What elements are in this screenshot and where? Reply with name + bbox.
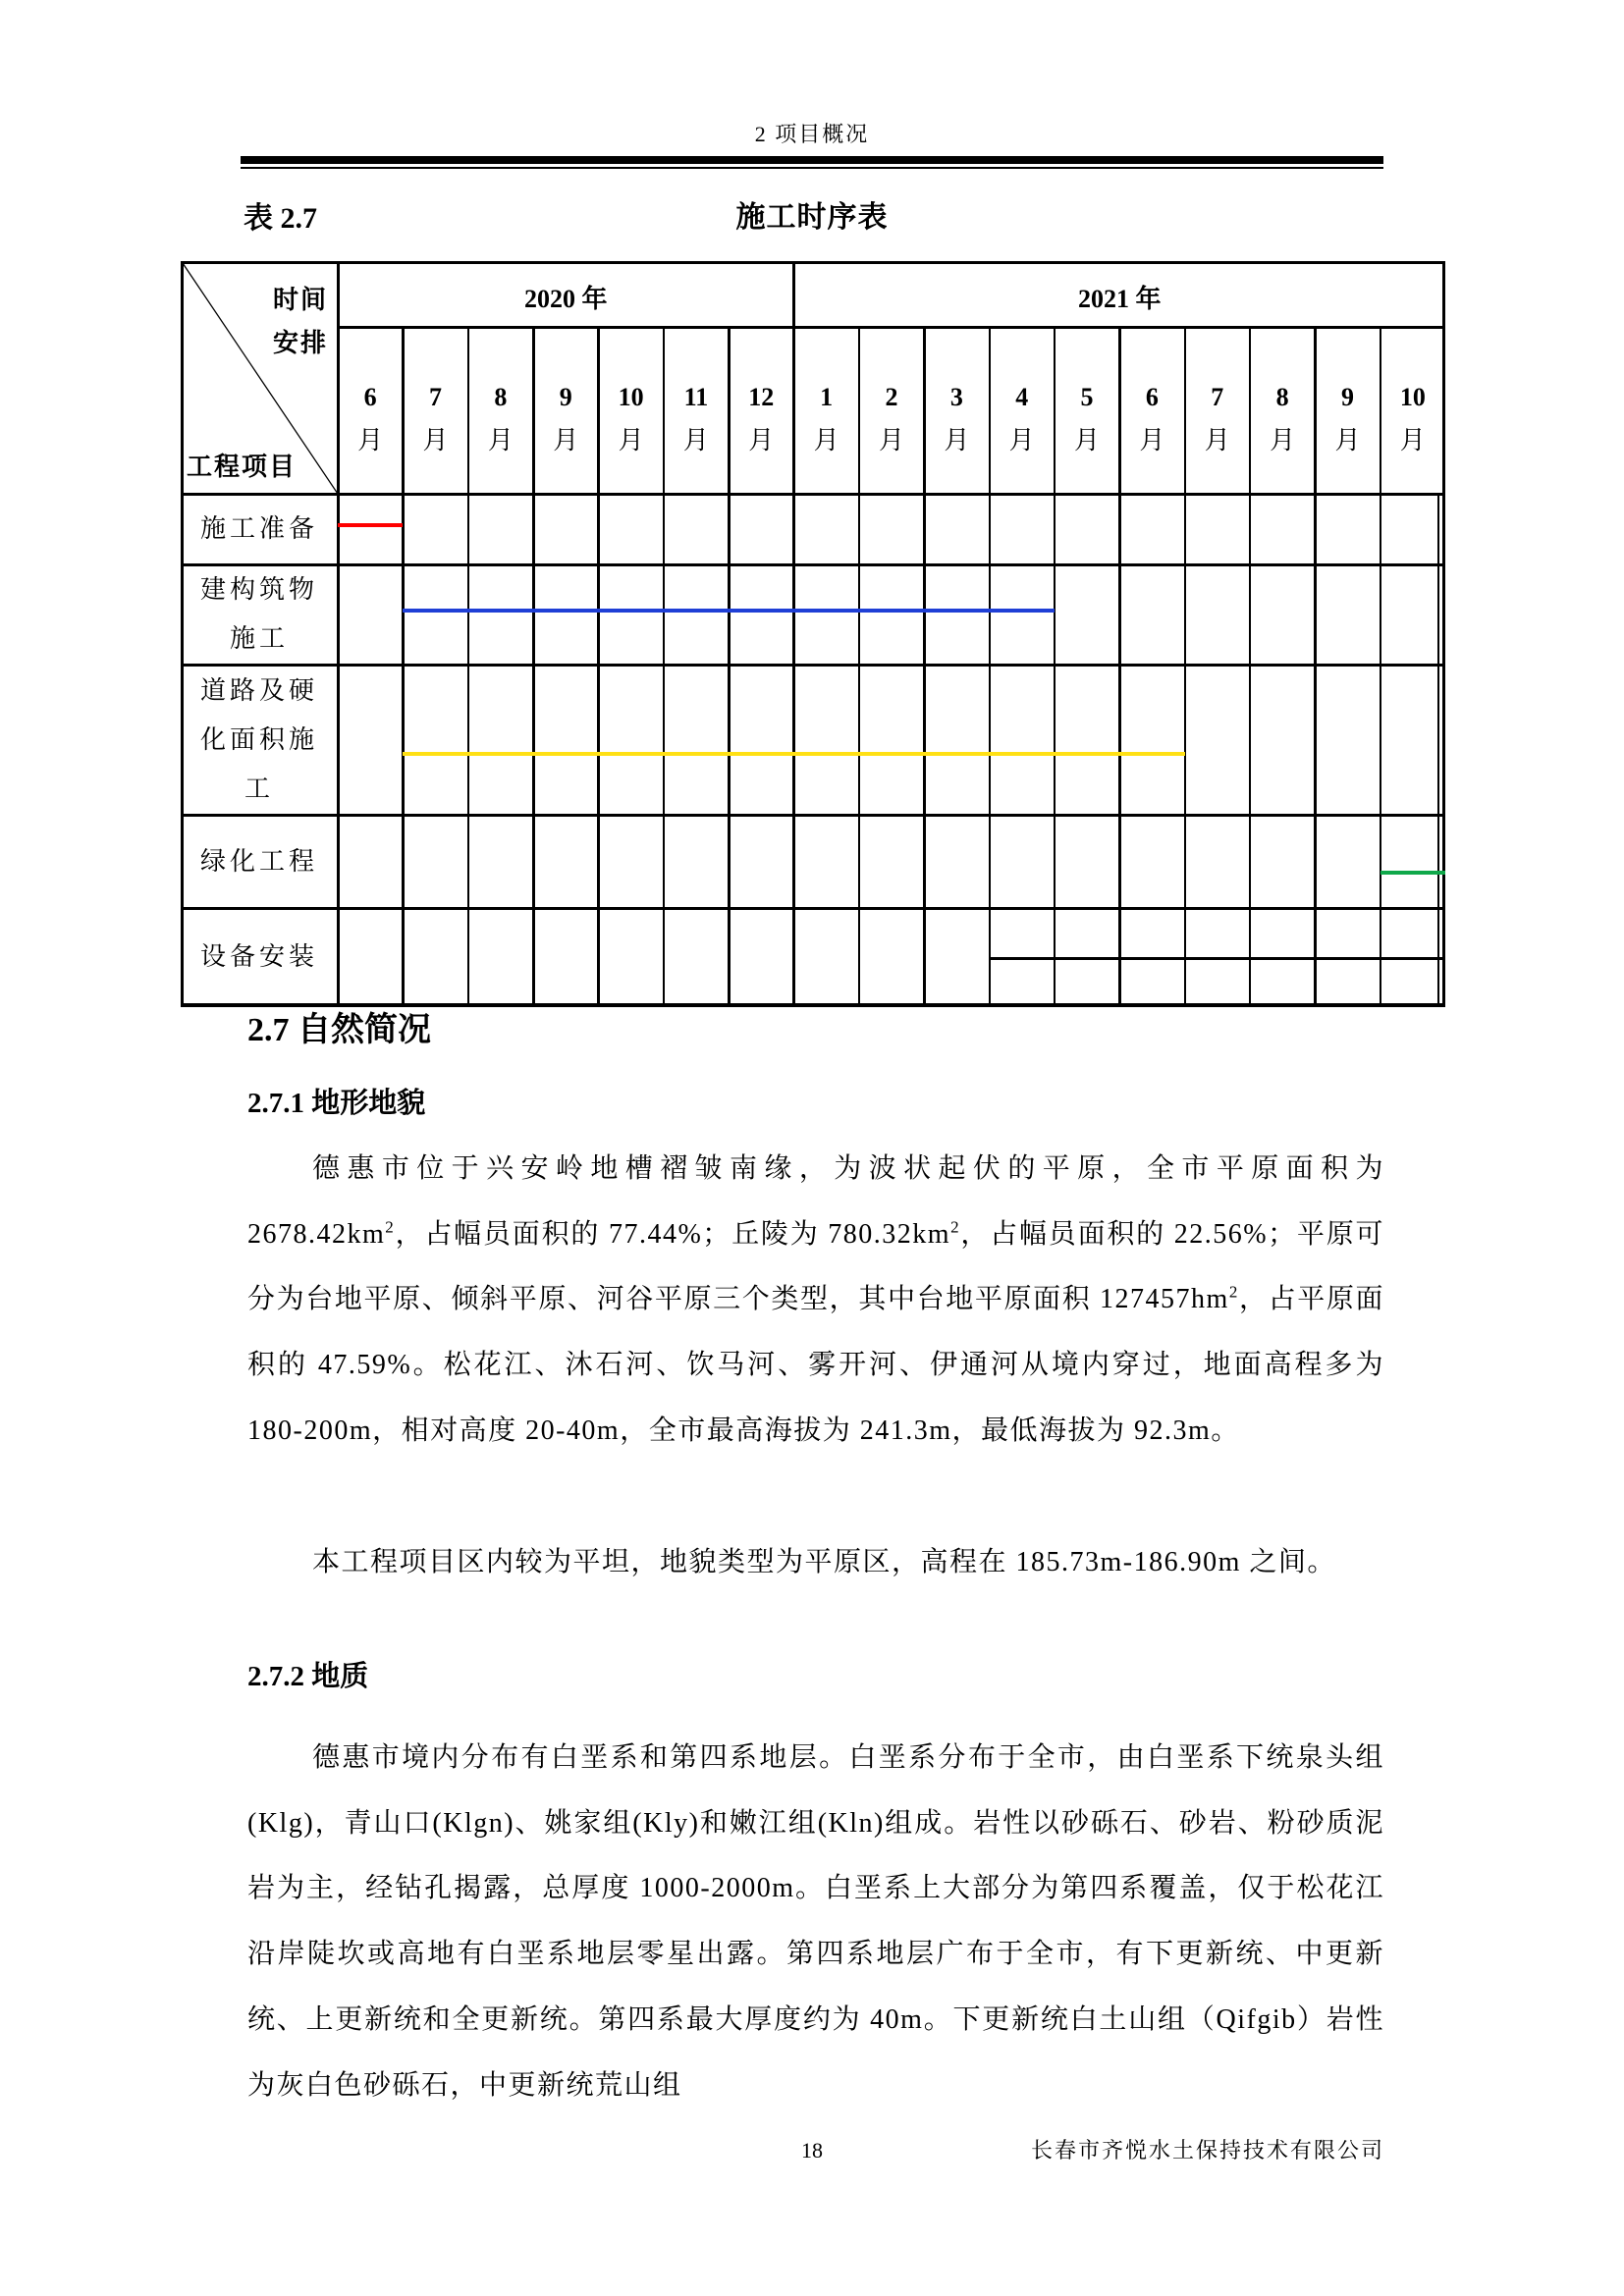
row-label <box>181 667 338 814</box>
row-label-line: 设备安装 <box>199 942 318 971</box>
table-border-top <box>181 261 1445 264</box>
corner-header-time <box>181 261 328 365</box>
month-number-6: 12 <box>748 383 775 411</box>
month-number-4: 10 <box>618 383 644 411</box>
table-border-right-inner <box>1437 494 1439 1006</box>
row-label-line: 工 <box>244 774 274 803</box>
row-label-line: 化面积施 <box>199 724 318 754</box>
month-label-0: 月 <box>357 426 384 454</box>
row-divider <box>181 563 1445 566</box>
corner-arrangement-label: 安排 <box>272 329 328 357</box>
row-label-line: 道路及硬 <box>199 675 318 705</box>
month-label-7: 月 <box>813 426 839 454</box>
row-label <box>181 933 338 982</box>
month-label-16: 月 <box>1399 426 1426 454</box>
row-label-line: 建构筑物 <box>199 575 318 604</box>
subsection-heading-terrain: 2.7.1 地形地貌 <box>247 1088 426 1119</box>
month-label-14: 月 <box>1270 426 1296 454</box>
month-number-2: 8 <box>494 383 508 411</box>
year-header-1: 2021 年 <box>1077 285 1162 313</box>
row-label-line: 施工准备 <box>199 514 318 543</box>
footer-company: 长春市齐悦水土保持技术有限公司 <box>1030 2138 1384 2163</box>
month-label-5: 月 <box>682 426 709 454</box>
header-rule-thin <box>241 167 1383 169</box>
month-label-4: 月 <box>618 426 644 454</box>
table-title: 施工时序表 <box>735 201 889 234</box>
row-label <box>181 837 338 886</box>
row-divider <box>181 493 1445 496</box>
row-label-line: 绿化工程 <box>199 846 318 876</box>
gantt-bar <box>1380 871 1445 875</box>
section-heading: 2.7 自然简况 <box>247 1012 431 1048</box>
year-row-divider <box>338 326 1445 329</box>
row-divider <box>181 664 1445 667</box>
equipment-row-split-line <box>990 957 1445 960</box>
month-number-7: 1 <box>820 383 834 411</box>
month-number-13: 7 <box>1211 383 1224 411</box>
row-divider <box>181 814 1445 817</box>
table-number: 表 2.7 <box>244 202 317 235</box>
row-label-line: 施工 <box>229 624 289 653</box>
table-border-right <box>1442 261 1445 1006</box>
header-rule-thick <box>241 156 1383 164</box>
gantt-bar <box>403 609 1055 613</box>
superscript: 2 <box>1228 1283 1239 1303</box>
gantt-bar <box>403 752 1184 756</box>
month-label-3: 月 <box>553 426 579 454</box>
month-number-12: 6 <box>1145 383 1159 411</box>
row-divider <box>181 907 1445 910</box>
subsection-heading-geology: 2.7.2 地质 <box>247 1661 369 1692</box>
corner-header-project: 工程项目 <box>187 453 298 481</box>
month-label-1: 月 <box>422 426 449 454</box>
month-number-16: 10 <box>1399 383 1426 411</box>
superscript: 2 <box>385 1217 396 1237</box>
month-label-15: 月 <box>1334 426 1361 454</box>
month-number-1: 7 <box>429 383 443 411</box>
month-number-11: 5 <box>1080 383 1094 411</box>
year-header-0: 2020 年 <box>523 285 608 313</box>
superscript: 2 <box>950 1217 961 1237</box>
table-border-bottom <box>181 1003 1445 1007</box>
month-number-8: 2 <box>885 383 898 411</box>
corner-time-label: 时间 <box>272 286 328 314</box>
row-label <box>181 505 338 554</box>
month-label-13: 月 <box>1204 426 1230 454</box>
month-label-11: 月 <box>1074 426 1101 454</box>
month-number-15: 9 <box>1340 383 1354 411</box>
month-number-10: 4 <box>1015 383 1029 411</box>
month-label-9: 月 <box>944 426 970 454</box>
paragraph-geology: 德惠市境内分布有白垩系和第四系地层。白垩系分布于全市，由白垩系下统泉头组(Klg)，青山口(Klgn)、姚家组(Kly)和嫩江组(Kln)组成。岩性以砂砾石、砂岩、粉砂质泥岩为主，经钻孔揭露，总厚度 1000-2000m。白垩系上大部分为第四系覆盖，仅于松花江沿岸陡坎或高地有白垩系地层零星出露。第四系地层广布于全市，有下更新统、中更新统、上更新统和全更新统。第四系最大厚度约为 40m。下更新统白土山组（Qifgib）岩性为灰白色砂砾石，中更新统荒山组 <box>247 1742 1384 2101</box>
row-label <box>181 565 338 664</box>
month-label-10: 月 <box>1008 426 1035 454</box>
construction-schedule-table <box>181 261 1445 1006</box>
running-header: 2 项目概况 <box>754 122 870 146</box>
paragraph-terrain: 德惠市位于兴安岭地槽褶皱南缘，为波状起伏的平原，全市平原面积为 $2678.42km^2$，占幅员面积的 77.44%；丘陵为 $780.32km^2$，占幅员面积的 22.56%；平原可分为台地平原、倾斜平原、河谷平原三个类型，其中台地平原面积 $127457hm^2$，占平原面积的 47.59%。松花江、沐石河、饮马河、雾开河、伊通河从境内穿过，地面高程多为 180-200m，相对高度 20-40m，全市最高海拔为 241.3m，最低海拔为 92.3m。 <box>247 1153 1384 1446</box>
month-label-6: 月 <box>748 426 775 454</box>
month-number-5: 11 <box>683 383 709 411</box>
gantt-bar <box>338 523 403 527</box>
month-label-8: 月 <box>878 426 904 454</box>
month-label-2: 月 <box>487 426 514 454</box>
paragraph-project-terrain: 本工程项目区内较为平坦，地貌类型为平原区，高程在 185.73m-186.90m 之间。 <box>312 1547 1336 1577</box>
month-number-14: 8 <box>1275 383 1289 411</box>
month-number-3: 9 <box>559 383 572 411</box>
month-label-12: 月 <box>1139 426 1165 454</box>
month-number-9: 3 <box>949 383 963 411</box>
page-number: 18 <box>801 2138 823 2163</box>
month-number-0: 6 <box>363 383 377 411</box>
